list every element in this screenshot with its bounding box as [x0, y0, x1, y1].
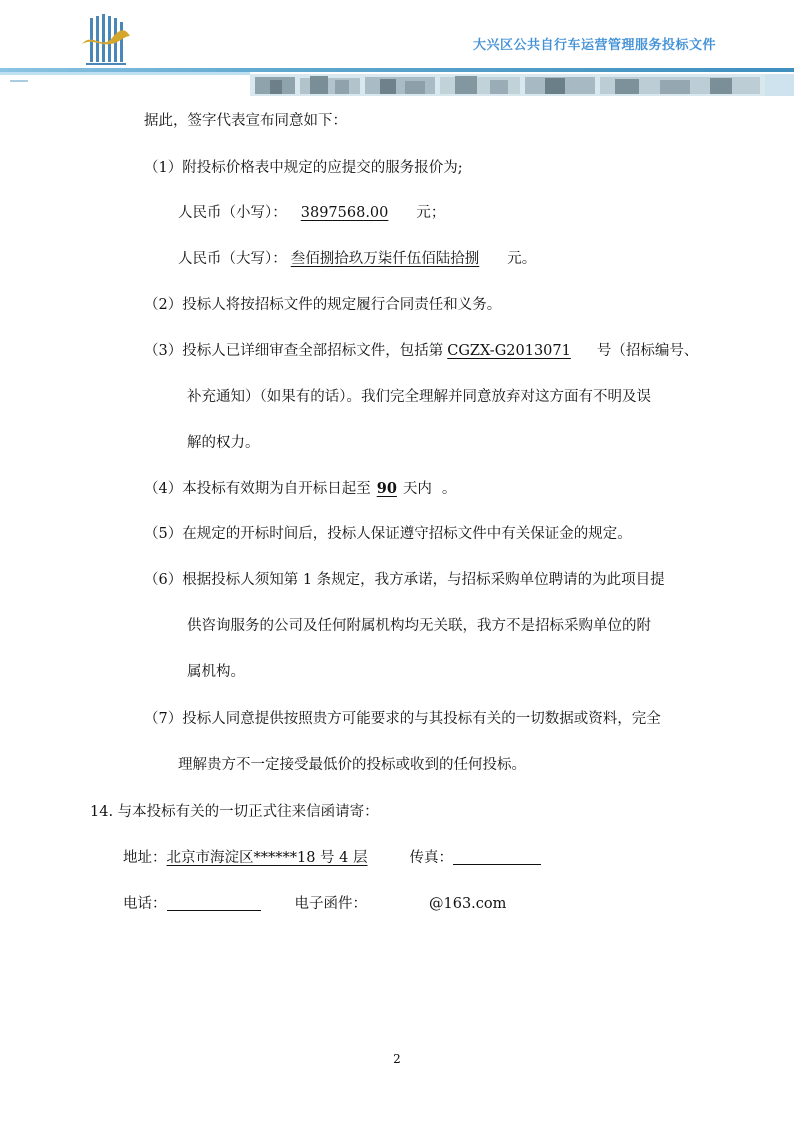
page-header: [0, 0, 794, 100]
section-14-heading: 14. 与本投标有关的一切正式往来信函请寄：: [90, 804, 379, 820]
clause-4: [144, 479, 456, 499]
rmb-big-row: [178, 249, 536, 269]
clause-1: （1）附投标价格表中规定的应提交的服务报价为;: [144, 160, 463, 176]
clause-4-prefix: （4）本投标有效期为自开标日起至: [144, 481, 371, 497]
clause-6-line-1: （6）根据投标人须知第 1 条规定，我方承诺，与招标采购单位聘请的为此项目提: [144, 572, 665, 588]
clause-5: （5）在规定的开标时间后，投标人保证遵守招标文件中有关保证金的规定。: [144, 526, 632, 542]
rmb-small-unit: 元；: [416, 205, 446, 221]
clause-7-line-2: 理解贵方不一定接受最低价的投标或收到的任何投标。: [178, 757, 526, 773]
address-value: 北京市海淀区******18 号 4 层: [166, 850, 368, 866]
contact-row: [123, 894, 506, 914]
fax-blank: [453, 849, 541, 865]
rmb-small-row: [178, 203, 445, 223]
clause-6-line-3: 属机构。: [187, 664, 245, 680]
email-label: 电子函件：: [294, 896, 367, 912]
phone-blank: [167, 895, 261, 911]
rmb-big-label: 人民币（大写）：: [178, 251, 287, 267]
intro-text: 据此，签字代表宣布同意如下：: [144, 113, 347, 129]
clause-7-line-1: （7）投标人同意提供按照贵方可能要求的与其投标有关的一切数据或资料，完全: [144, 711, 661, 727]
rmb-small-label: 人民币（小写）：: [178, 205, 287, 221]
page-number: 2: [393, 1052, 401, 1066]
clause-3-line-3: 解的权力。: [187, 435, 260, 451]
clause-3-line-1: [144, 341, 698, 361]
clause-4-end: 。: [441, 481, 457, 497]
address-label: 地址：: [123, 850, 167, 866]
clause-6-line-2: 供咨询服务的公司及任何附属机构均无关联，我方不是招标采购单位的附: [187, 618, 651, 634]
rmb-big-unit: 元。: [507, 251, 537, 267]
tender-code: CGZX-G2013071: [447, 343, 571, 359]
fax-label: 传真：: [409, 850, 454, 866]
email-value: @163.com: [429, 896, 507, 912]
clause-2: （2）投标人将按招标文件的规定履行合同责任和义务。: [144, 297, 502, 313]
rmb-big-value: 叁佰捌拾玖万柒仟伍佰陆拾捌: [290, 251, 480, 267]
clause-3-prefix: （3）投标人已详细审查全部招标文件，包括第: [144, 343, 444, 359]
phone-label: 电话：: [123, 896, 167, 912]
rmb-small-value: 3897568.00: [300, 205, 389, 221]
clause-3-suffix: 号（招标编号、: [596, 343, 699, 359]
clause-4-suffix: 天内: [402, 481, 432, 497]
validity-days: 90: [376, 480, 397, 497]
header-banner: [0, 68, 794, 100]
address-row: [123, 848, 541, 868]
company-logo: [80, 14, 132, 66]
clause-3-line-2: 补充通知）（如果有的话）。我们完全理解并同意放弃对这方面有不明及误: [187, 389, 651, 405]
header-title: 大兴区公共自行车运营管理服务投标文件: [472, 38, 716, 53]
